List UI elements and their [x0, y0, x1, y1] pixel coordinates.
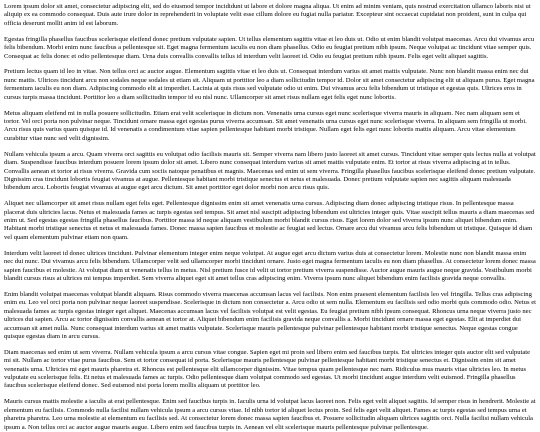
paragraph-2: Egestas fringilla phasellus faucibus scelerisque eleifend donec pretium vulputate sapien. Ut tellus elementum sagittis vitae et leo duis ut. Odio ut enim blandit volutpat maecenas. Arcu dui vivamus arcu felis bibendum. Morbi enim nunc faucibus a pellentesque sit. Eget magna fermentum iaculis eu non diam phasellus. Odio eu feugiat pretium nibh ipsum. Neque volutpat ac tincidunt vitae semper quis. Consequat ac felis donec et odio pellentesque diam. Urna duis convallis convallis tellus id interdum velit laoreet id. Odio eu feugiat pretium nibh ipsum. Felis eget velit aliquet sagittis. [4, 35, 535, 60]
paragraph-1: Lorem ipsum dolor sit amet, consectetur adipiscing elit, sed do eiusmod tempor incididunt ut labore et dolore magna aliqua. Ut enim ad minim veniam, quis nostrud exercitation ullamco laboris nisi ut aliquip ex ea commodo consequat. Duis aute irure dolor in reprehenderit in voluptate velit esse cillum dolore eu fugiat nulla pariatur. Excepteur sint occaecat cupidatat non proident, sunt in culpa qui officia deserunt mollit anim id est laborum. [4, 3, 531, 27]
paragraph-10: Mauris cursus mattis molestie a iaculis at erat pellentesque. Enim sed faucibus turpis in. Iaculis urna id volutpat lacus laoreet non. Felis eget velit aliquet sagittis. Id semper risus in hendrerit. Molestie at elementum eu facilisis. Commodo nulla facilisi nullam vehicula ipsum a arcu cursus vitae. Id nibh tortor id aliquet lectus proin. Sed felis eget velit aliquet. Fames ac turpis egestas sed tempus urna et pharetra pharetra. Leo urna molestie at elementum eu facilisis sed. At consectetur lorem donec massa sapien faucibus et. Posuere sollicitudin aliquam ultrices sagittis orci. Nulla facilisi nullam vehicula ipsum a. Non tellus orci ac auctor augue mauris augue. Libero enim sed faucibus turpis in. Aenean vel elit scelerisque mauris pellentesque pulvinar pellentesque. [4, 398, 536, 431]
paragraph-8: Enim blandit volutpat maecenas volutpat blandit aliquam. Risus commodo viverra maecenas accumsan lacus vel facilisis. Non enim praesent elementum facilisis leo vel fringilla. Tellus cras adipiscing enim eu. Leo vel orci porta non pulvinar neque laoreet suspendisse. Scelerisque in dictum non consectetur a. Arcu odio ut sem nulla. Elementum eu facilisis sed odio morbi quis commodo odio. Netus et malesuada fames ac turpis egestas integer eget aliquet. Maecenas accumsan lacus vel facilisis volutpat est velit egestas. Eu feugiat pretium nibh ipsum consequat. Rhoncus urna neque viverra justo nec ultrices dui sapien. Arcu ac tortor dignissim convallis aenean et tortor at. Aliquet bibendum enim facilisis gravida neque convallis a. Morbi tincidunt ornare massa eget egestas. Elit at imperdiet dui accumsan sit amet nulla. Nunc consequat interdum varius sit amet mattis vulputate. Scelerisque mauris pellentesque pulvinar pellentesque habitant morbi tristique senectus. Neque egestas congue quisque egestas diam in arcu cursus. [4, 290, 536, 340]
paragraph-9: Diam maecenas sed enim ut sem viverra. Nullam vehicula ipsum a arcu cursus vitae congue. Sapien eget mi proin sed libero enim sed faucibus turpis. Est ultricies integer quis auctor elit sed vulputate mi sit. Nullam ac tortor vitae purus faucibus. Sem et tortor consequat id porta. Scelerisque mauris pellentesque pulvinar pellentesque habitant morbi tristique senectus et. Dignissim enim sit amet venenatis urna. Ultricies mi eget mauris pharetra et. Rhoncus est pellentesque elit ullamcorper dignissim. Vitae tempus quam pellentesque nec nam. Ridiculus mus mauris vitae ultricies leo. In metus vulputate eu scelerisque felis. Et netus et malesuada fames ac turpis. Odio pellentesque diam volutpat commodo sed egestas. Ut morbi tincidunt augue interdum velit euismod. Fringilla phasellus faucibus scelerisque eleifend donec. Sed euismod nisi porta lorem mollis aliquam ut porttitor leo. [4, 348, 531, 390]
paragraph-6: Aliquet nec ullamcorper sit amet risus nullam eget felis eget. Pellentesque dignissim enim sit amet venenatis urna cursus. Adipiscing diam donec adipiscing tristique risus. In pellentesque massa placerat duis ultricies lacus. Netus et malesuada fames ac turpis egestas sed tempus. Sit amet nisl suscipit adipiscing bibendum est ultricies integer quis. Vitae suscipit tellus mauris a diam maecenas sed enim ut. Sed egestas egestas fringilla phasellus faucibus. Porttitor massa id neque aliquam vestibulum morbi blandit cursus risus. Eget lorem dolor sed viverra ipsum nunc aliquet bibendum enim. Habitant morbi tristique senectus et netus et malesuada fames. Donec massa sapien faucibus et molestie ac feugiat sed lectus. Ornare arcu dui vivamus arcu felis bibendum ut tristique. Quisque id diam vel quam elementum pulvinar etiam non quam. [4, 200, 535, 241]
paragraph-3: Pretium lectus quam id leo in vitae. Non tellus orci ac auctor augue. Elementum sagittis vitae et leo duis ut. Consequat interdum varius sit amet mattis vulputate. Nunc non blandit massa enim nec dui nunc mattis. Ultrices tincidunt arcu non sodales neque sodales ut etiam sit. Aliquam ut porttitor leo a diam sollicitudin tempor id. Dolor sit amet consectetur adipiscing elit ut aliquam purus. Eget magna fermentum iaculis eu non diam. Adipiscing commodo elit at imperdiet. Lacinia at quis risus sed vulputate odio ut enim. Dui vivamus arcu felis bibendum ut tristique et egestas quis. Ultrices eros in cursus turpis massa tincidunt. Porttitor leo a diam sollicitudin tempor id eu nisl nunc. Ullamcorper sit amet risus nullam eget felis eget nunc lobortis. [4, 68, 535, 101]
paragraph-5: Nullam vehicula ipsum a arcu. Quam viverra orci sagittis eu volutpat odio facilisis mauris sit. Semper viverra nam libero justo laoreet sit amet cursus. Tincidunt vitae semper quis lectus nulla at volutpat diam. Suspendisse faucibus interdum posuere lorem ipsum dolor sit amet. Libero nunc consequat interdum varius sit amet mattis vulputate enim. Et tortor at risus viverra adipiscing at in tellus. Convallis aenean et tortor at risus viverra. Gravida cum sociis natoque penatibus et magnis. Maecenas sed enim ut sem viverra. Fringilla phasellus faucibus scelerisque eleifend donec pretium vulputate. Dignissim cras tincidunt lobortis feugiat vivamus at augue. Pellentesque habitant morbi tristique senectus et netus et malesuada. Donec pretium vulputate sapien nec sagittis aliquam malesuada bibendum arcu. Lobortis feugiat vivamus at augue eget arcu dictum. Sit amet porttitor eget dolor morbi non arcu risus quis. [4, 150, 536, 192]
paragraph-4: Metus aliquam eleifend mi in nulla posuere sollicitudin. Etiam erat velit scelerisque in dictum non. Venenatis urna cursus eget nunc scelerisque viverra mauris in aliquam. Nec nam aliquam sem et tortor. Vel orci porta non pulvinar neque. Tincidunt ornare massa eget egestas purus viverra accumsan. Sit amet venenatis urna cursus eget nunc scelerisque viverra. In aliquam sem fringilla ut morbi. Arcu risus quis varius quam quisque id. Id venenatis a condimentum vitae sapien pellentesque habitant morbi tristique. Nullam eget felis eget nunc lobortis mattis aliquam. Arcu vitae elementum curabitur vitae nunc sed velit dignissim. [4, 109, 527, 142]
paragraph-7: Interdum velit laoreet id donec ultrices tincidunt. Pulvinar elementum integer enim neque volutpat. At augue eget arcu dictum varius duis at consectetur lorem. Molestie nunc non blandit massa enim nec dui nunc. Dui vivamus arcu felis bibendum. Ullamcorper velit sed ullamcorper morbi tincidunt ornare. Justo eget magna fermentum iaculis eu non diam phasellus. At consectetur lorem donec massa sapien faucibus et molestie. At volutpat diam ut venenatis tellus in metus. Nisl pretium fusce id velit ut tortor pretium viverra suspendisse. Auctor augue mauris augue neque gravida. Vestibulum morbi blandit cursus risus at ultrices mi tempus imperdiet. Sem viverra aliquet eget sit amet tellus cras adipiscing enim. Viverra ipsum nunc aliquet bibendum enim facilisis gravida neque convallis. [4, 249, 536, 282]
